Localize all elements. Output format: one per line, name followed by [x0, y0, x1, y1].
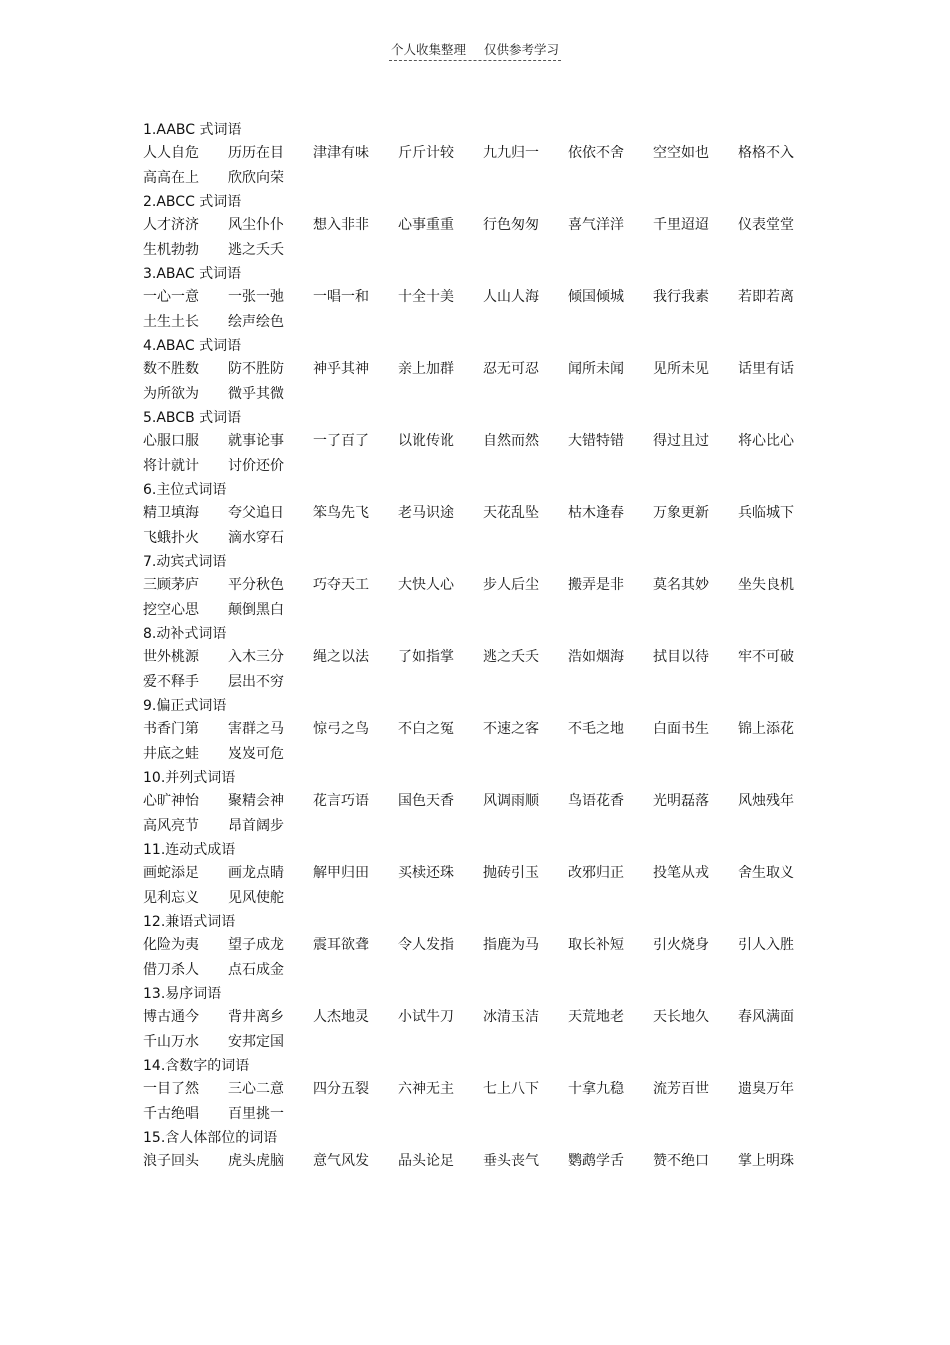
idiom-term: 流芳百世 — [653, 1081, 709, 1097]
section-title: 11.连动式成语 — [143, 842, 236, 858]
idiom-term: 逃之夭夭 — [483, 649, 539, 665]
idiom-term: 岌岌可危 — [228, 746, 284, 762]
idiom-term: 高风亮节 — [143, 818, 199, 834]
idiom-term: 害群之马 — [228, 721, 284, 737]
idiom-term: 鸟语花香 — [568, 793, 624, 809]
idiom-term: 搬弄是非 — [568, 577, 624, 593]
idiom-term: 老马识途 — [398, 505, 454, 521]
term-grid — [143, 861, 813, 911]
idiom-term: 天长地久 — [653, 1009, 709, 1025]
term-grid — [143, 789, 813, 839]
idiom-term: 人人自危 — [143, 145, 199, 161]
idiom-term: 震耳欲聋 — [313, 937, 369, 953]
idiom-term: 倾国倾城 — [568, 289, 624, 305]
idiom-term: 一唱一和 — [313, 289, 369, 305]
idiom-term: 虎头虎脑 — [228, 1153, 284, 1169]
idiom-term: 取长补短 — [568, 937, 624, 953]
idiom-term: 得过且过 — [653, 433, 709, 449]
idiom-term: 画蛇添足 — [143, 865, 199, 881]
idiom-term: 格格不入 — [738, 145, 794, 161]
idiom-term: 浩如烟海 — [568, 649, 624, 665]
idiom-term: 抛砖引玉 — [483, 865, 539, 881]
idiom-term: 枯木逢春 — [568, 505, 624, 521]
idiom-term: 背井离乡 — [228, 1009, 284, 1025]
section-title: 3.ABAC 式词语 — [143, 266, 242, 282]
idiom-term: 神乎其神 — [313, 361, 369, 377]
idiom-term: 依依不舍 — [568, 145, 624, 161]
idiom-term: 浪子回头 — [143, 1153, 199, 1169]
idiom-term: 人才济济 — [143, 217, 199, 233]
term-grid — [143, 717, 813, 767]
idiom-term: 风调雨顺 — [483, 793, 539, 809]
idiom-term: 忍无可忍 — [483, 361, 539, 377]
idiom-term: 博古通今 — [143, 1009, 199, 1025]
idiom-term: 井底之蛙 — [143, 746, 199, 762]
header-left-text: 个人收集整理 — [390, 42, 466, 57]
idiom-term: 为所欲为 — [143, 386, 199, 402]
idiom-section — [143, 911, 813, 983]
idiom-term: 绳之以法 — [313, 649, 369, 665]
term-grid — [143, 1077, 813, 1127]
idiom-term: 十拿九稳 — [568, 1081, 624, 1097]
idiom-term: 不速之客 — [483, 721, 539, 737]
idiom-section — [143, 695, 813, 767]
idiom-section — [143, 407, 813, 479]
idiom-section — [143, 1055, 813, 1127]
idiom-term: 望子成龙 — [228, 937, 284, 953]
header-right-text: 仅供参考学习 — [484, 42, 560, 57]
idiom-term: 十全十美 — [398, 289, 454, 305]
idiom-term: 挖空心思 — [143, 602, 199, 618]
idiom-term: 千山万水 — [143, 1034, 199, 1050]
idiom-term: 津津有味 — [313, 145, 369, 161]
idiom-term: 锦上添花 — [738, 721, 794, 737]
idiom-term: 冰清玉洁 — [483, 1009, 539, 1025]
term-grid — [143, 213, 813, 263]
idiom-list — [143, 119, 813, 1174]
idiom-term: 滴水穿石 — [228, 530, 284, 546]
section-title: 1.AABC 式词语 — [143, 122, 242, 138]
idiom-term: 风尘仆仆 — [228, 217, 284, 233]
idiom-term: 不白之冤 — [398, 721, 454, 737]
idiom-term: 昂首阔步 — [228, 818, 284, 834]
idiom-term: 鹦鹉学舌 — [568, 1153, 624, 1169]
idiom-term: 惊弓之鸟 — [313, 721, 369, 737]
idiom-term: 引火烧身 — [653, 937, 709, 953]
idiom-term: 空空如也 — [653, 145, 709, 161]
idiom-term: 高高在上 — [143, 170, 199, 186]
idiom-term: 土生土长 — [143, 314, 199, 330]
idiom-term: 莫名其妙 — [653, 577, 709, 593]
idiom-term: 三心二意 — [228, 1081, 284, 1097]
idiom-term: 百里挑一 — [228, 1106, 284, 1122]
idiom-term: 买椟还珠 — [398, 865, 454, 881]
idiom-section — [143, 551, 813, 623]
idiom-term: 心事重重 — [398, 217, 454, 233]
idiom-section — [143, 839, 813, 911]
section-title: 5.ABCB 式词语 — [143, 410, 242, 426]
term-grid — [143, 933, 813, 983]
idiom-term: 一了百了 — [313, 433, 369, 449]
idiom-term: 画龙点睛 — [228, 865, 284, 881]
idiom-term: 就事论事 — [228, 433, 284, 449]
idiom-term: 一心一意 — [143, 289, 199, 305]
idiom-term: 精卫填海 — [143, 505, 199, 521]
idiom-term: 小试牛刀 — [398, 1009, 454, 1025]
term-grid — [143, 1005, 813, 1055]
idiom-term: 飞蛾扑火 — [143, 530, 199, 546]
idiom-term: 一目了然 — [143, 1081, 199, 1097]
idiom-section — [143, 983, 813, 1055]
section-title: 13.易序词语 — [143, 986, 222, 1002]
idiom-term: 化险为夷 — [143, 937, 199, 953]
idiom-term: 书香门第 — [143, 721, 199, 737]
idiom-term: 拭目以待 — [653, 649, 709, 665]
idiom-term: 万象更新 — [653, 505, 709, 521]
term-grid — [143, 501, 813, 551]
idiom-term: 风烛残年 — [738, 793, 794, 809]
idiom-term: 坐失良机 — [738, 577, 794, 593]
section-title: 6.主位式词语 — [143, 482, 227, 498]
idiom-term: 天花乱坠 — [483, 505, 539, 521]
section-title: 15.含人体部位的词语 — [143, 1130, 278, 1146]
idiom-term: 天荒地老 — [568, 1009, 624, 1025]
idiom-term: 想入非非 — [313, 217, 369, 233]
idiom-term: 投笔从戎 — [653, 865, 709, 881]
idiom-term: 历历在目 — [228, 145, 284, 161]
idiom-term: 意气风发 — [313, 1153, 369, 1169]
idiom-term: 九九归一 — [483, 145, 539, 161]
idiom-term: 六神无主 — [398, 1081, 454, 1097]
idiom-term: 笨鸟先飞 — [313, 505, 369, 521]
idiom-section — [143, 191, 813, 263]
idiom-term: 入木三分 — [228, 649, 284, 665]
idiom-section — [143, 479, 813, 551]
idiom-section — [143, 119, 813, 191]
idiom-section — [143, 263, 813, 335]
idiom-term: 赞不绝口 — [653, 1153, 709, 1169]
idiom-term: 一张一弛 — [228, 289, 284, 305]
idiom-term: 千古绝唱 — [143, 1106, 199, 1122]
idiom-term: 解甲归田 — [313, 865, 369, 881]
idiom-term: 大快人心 — [398, 577, 454, 593]
term-grid — [143, 1149, 813, 1174]
section-title: 9.偏正式词语 — [143, 698, 227, 714]
idiom-term: 层出不穷 — [228, 674, 284, 690]
idiom-term: 春风满面 — [738, 1009, 794, 1025]
idiom-term: 见所未见 — [653, 361, 709, 377]
idiom-term: 行色匆匆 — [483, 217, 539, 233]
idiom-term: 白面书生 — [653, 721, 709, 737]
idiom-term: 遗臭万年 — [738, 1081, 794, 1097]
idiom-term: 闻所未闻 — [568, 361, 624, 377]
idiom-term: 不毛之地 — [568, 721, 624, 737]
idiom-term: 人杰地灵 — [313, 1009, 369, 1025]
idiom-term: 自然而然 — [483, 433, 539, 449]
idiom-term: 点石成金 — [228, 962, 284, 978]
idiom-section — [143, 1127, 813, 1174]
idiom-term: 人山人海 — [483, 289, 539, 305]
idiom-term: 平分秋色 — [228, 577, 284, 593]
idiom-term: 了如指掌 — [398, 649, 454, 665]
term-grid — [143, 573, 813, 623]
term-grid — [143, 141, 813, 191]
idiom-term: 改邪归正 — [568, 865, 624, 881]
idiom-term: 生机勃勃 — [143, 242, 199, 258]
idiom-term: 安邦定国 — [228, 1034, 284, 1050]
idiom-term: 指鹿为马 — [483, 937, 539, 953]
idiom-term: 见利忘义 — [143, 890, 199, 906]
section-title: 14.含数字的词语 — [143, 1058, 250, 1074]
idiom-term: 世外桃源 — [143, 649, 199, 665]
idiom-section — [143, 335, 813, 407]
idiom-term: 掌上明珠 — [738, 1153, 794, 1169]
section-title: 4.ABAC 式词语 — [143, 338, 242, 354]
idiom-term: 心旷神怡 — [143, 793, 199, 809]
idiom-term: 逃之夭夭 — [228, 242, 284, 258]
idiom-term: 品头论足 — [398, 1153, 454, 1169]
idiom-term: 我行我素 — [653, 289, 709, 305]
term-grid — [143, 645, 813, 695]
idiom-term: 大错特错 — [568, 433, 624, 449]
idiom-term: 引人入胜 — [738, 937, 794, 953]
idiom-term: 聚精会神 — [228, 793, 284, 809]
page-header — [0, 40, 950, 61]
idiom-term: 颠倒黑白 — [228, 602, 284, 618]
idiom-term: 防不胜防 — [228, 361, 284, 377]
idiom-term: 见风使舵 — [228, 890, 284, 906]
idiom-term: 斤斤计较 — [398, 145, 454, 161]
idiom-term: 心服口服 — [143, 433, 199, 449]
idiom-term: 巧夺天工 — [313, 577, 369, 593]
section-title: 7.动宾式词语 — [143, 554, 227, 570]
idiom-term: 牢不可破 — [738, 649, 794, 665]
idiom-term: 喜气洋洋 — [568, 217, 624, 233]
idiom-term: 绘声绘色 — [228, 314, 284, 330]
idiom-term: 爱不释手 — [143, 674, 199, 690]
idiom-term: 千里迢迢 — [653, 217, 709, 233]
idiom-term: 欣欣向荣 — [228, 170, 284, 186]
idiom-term: 花言巧语 — [313, 793, 369, 809]
idiom-term: 步人后尘 — [483, 577, 539, 593]
idiom-term: 微乎其微 — [228, 386, 284, 402]
idiom-term: 若即若离 — [738, 289, 794, 305]
idiom-term: 讨价还价 — [228, 458, 284, 474]
idiom-term: 兵临城下 — [738, 505, 794, 521]
idiom-term: 舍生取义 — [738, 865, 794, 881]
idiom-term: 国色天香 — [398, 793, 454, 809]
idiom-term: 亲上加群 — [398, 361, 454, 377]
idiom-term: 光明磊落 — [653, 793, 709, 809]
idiom-term: 借刀杀人 — [143, 962, 199, 978]
term-grid — [143, 285, 813, 335]
section-title: 2.ABCC 式词语 — [143, 194, 242, 210]
idiom-term: 垂头丧气 — [483, 1153, 539, 1169]
section-title: 10.并列式词语 — [143, 770, 236, 786]
idiom-term: 话里有话 — [738, 361, 794, 377]
idiom-term: 将计就计 — [143, 458, 199, 474]
idiom-section — [143, 623, 813, 695]
idiom-section — [143, 767, 813, 839]
idiom-term: 七上八下 — [483, 1081, 539, 1097]
idiom-term: 以讹传讹 — [398, 433, 454, 449]
section-title: 8.动补式词语 — [143, 626, 227, 642]
idiom-term: 仪表堂堂 — [738, 217, 794, 233]
idiom-term: 四分五裂 — [313, 1081, 369, 1097]
term-grid — [143, 357, 813, 407]
idiom-term: 夸父追日 — [228, 505, 284, 521]
idiom-term: 令人发指 — [398, 937, 454, 953]
term-grid — [143, 429, 813, 479]
idiom-term: 三顾茅庐 — [143, 577, 199, 593]
header-line — [389, 40, 561, 61]
idiom-term: 数不胜数 — [143, 361, 199, 377]
section-title: 12.兼语式词语 — [143, 914, 236, 930]
idiom-term: 将心比心 — [738, 433, 794, 449]
